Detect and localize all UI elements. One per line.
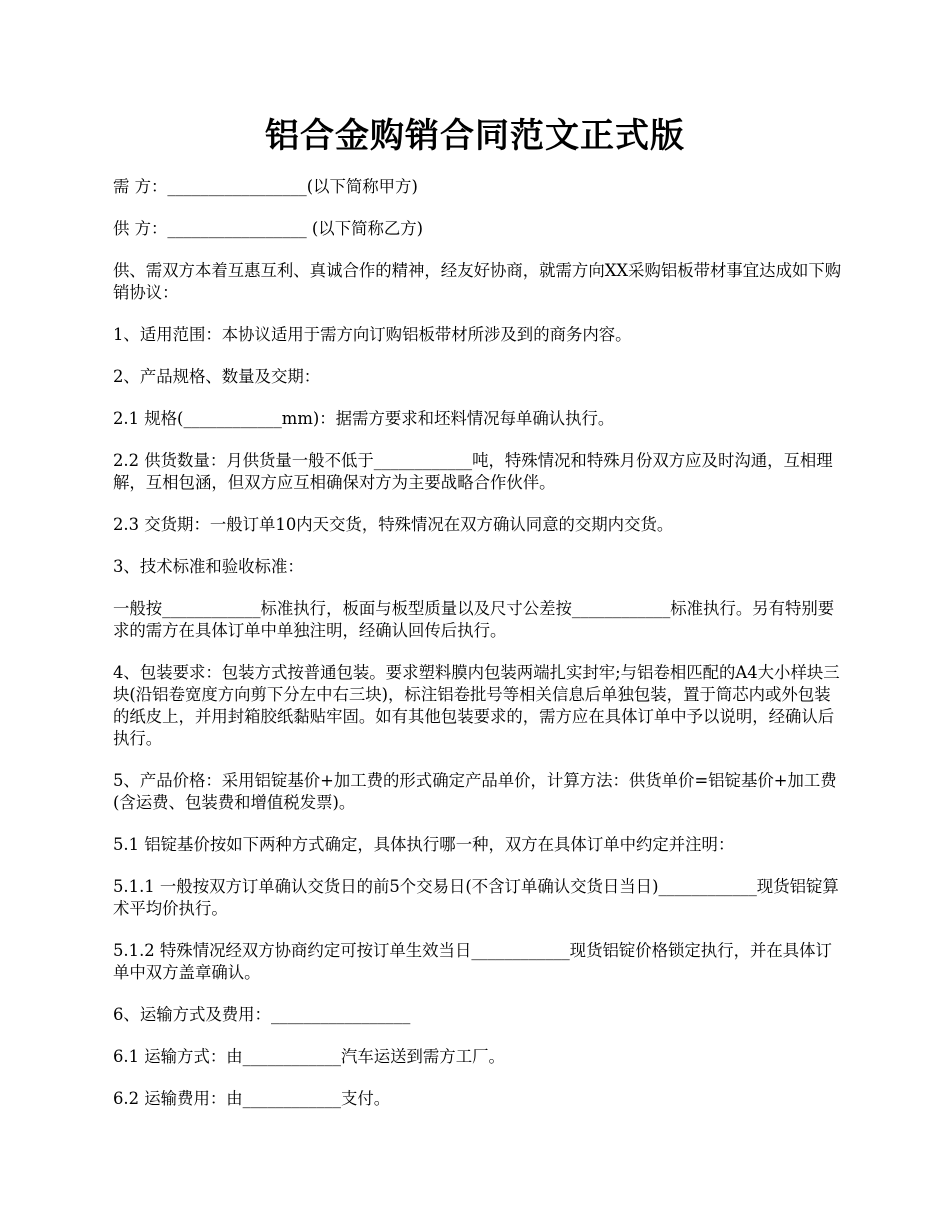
clause-5-1-1: 5.1.1 一般按双方订单确认交货日的前5个交易日(不含订单确认交货日当日)____________现货铝锭算术平均价执行。: [113, 877, 839, 918]
clause-6-1-method: 6.1 运输方式：由____________汽车运送到需方工厂。: [113, 1047, 505, 1066]
clause-2-2-quantity: 2.2 供货数量：月供货量一般不低于____________吨，特殊情况和特殊月份双方应及时沟通，互相理解，互相包涵，但双方应互相确保对方为主要战略合作伙伴。: [113, 451, 833, 492]
clause-5-price: 5、产品价格：采用铝锭基价+加工费的形式确定产品单价，计算方法：供货单价=铝锭基价+加工费(含运费、包装费和增值税发票)。: [113, 771, 837, 812]
clause-6-2-cost: 6.2 运输费用：由____________支付。: [113, 1089, 391, 1108]
document-title: 铝合金购销合同范文正式版: [265, 116, 685, 156]
clause-2-heading: 2、产品规格、数量及交期：: [113, 367, 321, 386]
clause-5-1-base-price: 5.1 铝锭基价按如下两种方式确定，具体执行哪一种，双方在具体订单中约定并注明：: [113, 835, 735, 854]
clause-2-1-spec: 2.1 规格(____________mm)：据需方要求和坯料情况每单确认执行。: [113, 409, 615, 428]
clause-demand-party: 需 方：_________________(以下简称甲方): [113, 177, 418, 196]
clause-3-heading: 3、技术标准和验收标准：: [113, 557, 304, 576]
clause-4-packaging: 4、包装要求：包装方式按普通包装。要求塑料膜内包装两端扎实封牢;与铝卷相匹配的A4大小样块三块(沿铝卷宽度方向剪下分左中右三块)，标注铝卷批号等相关信息后单独包装，置于筒芯内或外包装的纸皮上，并用封箱胶纸黏贴牢固。如有其他包装要求的，需方应在具体订单中予以说明，经确认后执行。: [113, 663, 840, 748]
clause-5-1-2: 5.1.2 特殊情况经双方协商约定可按订单生效当日____________现货铝锭价格锁定执行，并在具体订单中双方盖章确认。: [113, 941, 832, 982]
clause-preamble: 供、需双方本着互惠互利、真诚合作的精神，经友好协商，就需方向XX采购铝板带材事宜达成如下购销协议：: [113, 261, 842, 302]
clause-2-3-delivery: 2.3 交货期：一般订单10内天交货，特殊情况在双方确认同意的交期内交货。: [113, 515, 674, 534]
clause-1-scope: 1、适用范围：本协议适用于需方向订购铝板带材所涉及到的商务内容。: [113, 325, 632, 344]
clause-3-standards: 一般按____________标准执行，板面与板型质量以及尺寸公差按____________标准执行。另有特别要求的需方在具体订单中单独注明，经确认回传后执行。: [113, 599, 835, 640]
clause-supply-party: 供 方：_________________ (以下简称乙方): [113, 219, 424, 238]
clause-6-transport: 6、运输方式及费用：_________________: [113, 1005, 411, 1024]
document-body: [113, 176, 843, 1130]
